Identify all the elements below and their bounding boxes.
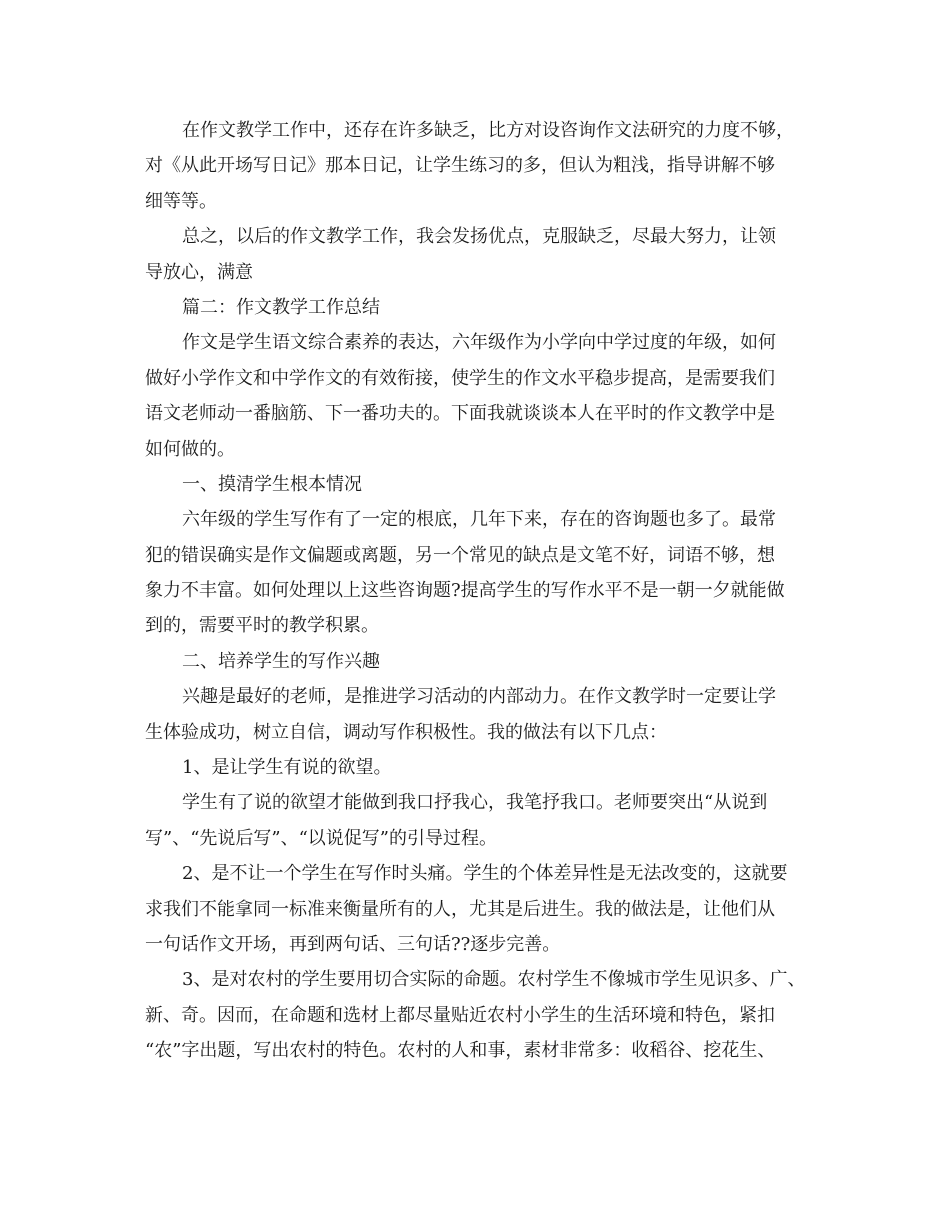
text-line: 语文老师动一番脑筋、下一番功夫的。下面我就谈谈本人在平时的作文教学中是 [145,403,775,425]
text-line: 3、是对农村的学生要用切合实际的命题。农村学生不像城市学生见识多、广、 [182,969,806,991]
text-line: 写”、“先说后写”、“以说促写”的引导过程。 [145,827,498,849]
text-line: 做好小学作文和中学作文的有效衔接，使学生的作文水平稳步提高，是需要我们 [145,367,775,389]
text-line: “农”字出题，写出农村的特色。农村的人和事，素材非常多：收稻谷、挖花生、 [145,1040,776,1062]
text-line: 兴趣是最好的老师，是推进学习活动的内部动力。在作文教学时一定要让学 [182,686,776,708]
text-line: 象力不丰富。如何处理以上这些咨询题?提高学生的写作水平不是一朝一夕就能做 [145,580,785,602]
text-line: 到的，需要平时的教学积累。 [145,615,379,637]
text-line: 1、是让学生有说的欲望。 [182,757,392,779]
text-line: 细等等。 [145,190,217,212]
text-line: 学生有了说的欲望才能做到我口抒我心，我笔抒我口。老师要突出“从说到 [182,792,768,814]
text-line: 在作文教学工作中，还存在许多缺乏，比方对设咨询作文法研究的力度不够， [182,120,794,141]
text-line: 二、培养学生的写作兴趣 [182,650,380,672]
text-line: 如何做的。 [145,438,235,460]
text-line: 犯的错误确实是作文偏题或离题，另一个常见的缺点是文笔不好，词语不够，想 [145,544,775,566]
text-line: 生体验成功，树立自信，调动写作积极性。我的做法有以下几点： [145,721,667,743]
text-line: 作文是学生语文综合素养的表达，六年级作为小学向中学过度的年级，如何 [182,332,776,354]
text-line: 一、摸清学生根本情况 [182,473,362,495]
text-line: 六年级的学生写作有了一定的根底，几年下来，存在的咨询题也多了。最常 [182,509,776,531]
text-line: 新、奇。因而，在命题和选材上都尽量贴近农村小学生的生活环境和特色，紧扣 [145,1004,775,1026]
text-line: 导放心，满意 [145,261,253,283]
text-line: 对《从此开场写日记》那本日记，让学生练习的多，但认为粗浅，指导讲解不够 [145,155,775,177]
text-line: 篇二：作文教学工作总结 [182,296,380,318]
text-line: 2、是不让一个学生在写作时头痛。学生的个体差异性是无法改变的，这就要 [182,863,788,885]
text-line: 求我们不能拿同一标准来衡量所有的人，尤其是后进生。我的做法是，让他们从 [145,898,775,920]
text-line: 一句话作文开场，再到两句话、三句话??逐步完善。 [145,933,561,955]
document-page [145,113,825,1069]
text-line: 总之，以后的作文教学工作，我会发扬优点，克服缺乏，尽最大努力，让领 [182,226,776,248]
